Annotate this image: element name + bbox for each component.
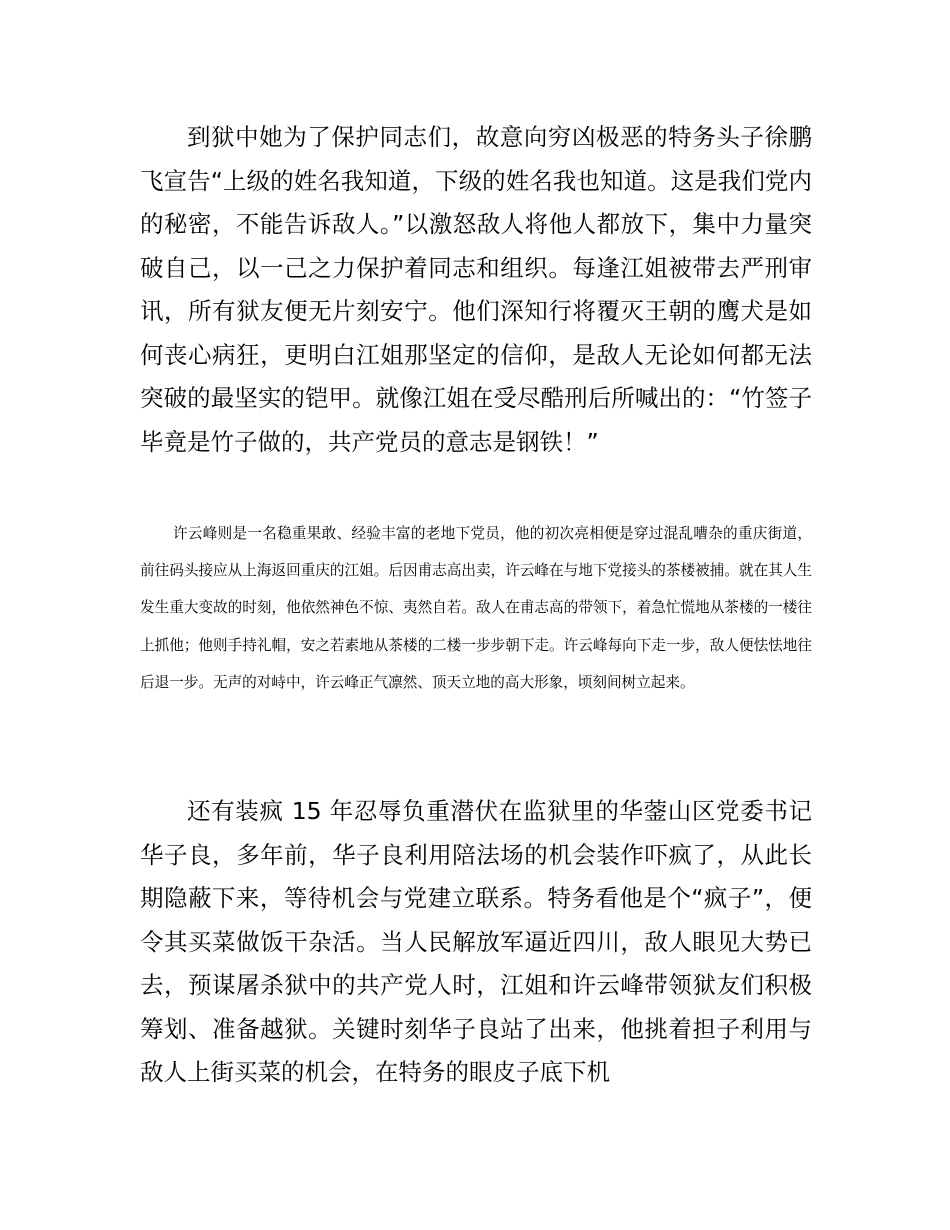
paragraph-jiang-jie: 到狱中她为了保护同志们，故意向穷凶极恶的特务头子徐鹏飞宣告“上级的姓名我知道，下级的姓名我也知道。这是我们党内的秘密，不能告诉敌人。”以激怒敌人将他人都放下，集中力量突破自己，以一己之力保护着同志和组织。每逢江姐被带去严刑审讯，所有狱友便无片刻安宁。他们深知行将覆灭王朝的鹰犬是如何丧心病狂，更明白江姐那坚定的信仰，是敌人无论如何都无法突破的最坚实的铠甲。就像江姐在受尽酷刑后所喊出的：“竹签子毕竟是竹子做的，共产党员的意志是钢铁！” xyxy=(140,123,812,456)
paragraph-hua-ziliang: 还有装疯 15 年忍辱负重潜伏在监狱里的华蓥山区党委书记华子良，多年前，华子良利用陪法场的机会装作吓疯了，从此长期隐蔽下来，等待机会与党建立联系。特务看他是个“疯子”，便令其买菜做饭干杂活。当人民解放军逼近四川，敌人眼见大势已去，预谋屠杀狱中的共产党人时，江姐和许云峰带领狱友们积极筹划、准备越狱。关键时刻华子良站了出来，他挑着担子利用与敌人上街买菜的机会，在特务的眼皮子底下机 xyxy=(140,797,812,1086)
paragraph-xu-yunfeng: 许云峰则是一名稳重果敢、经验丰富的老地下党员，他的初次亮相便是穿过混乱嘈杂的重庆街道，前往码头接应从上海返回重庆的江姐。后因甫志高出卖，许云峰在与地下党接头的茶楼被捕。就在其人生发生重大变故的时刻，他依然神色不惊、夷然自若。敌人在甫志高的带领下，着急忙慌地从茶楼的一楼往上抓他；他则手持礼帽，安之若素地从茶楼的二楼一步步朝下走。许云峰每向下走一步，敌人便怯怯地往后退一步。无声的对峙中，许云峰正气凛然、顶天立地的高大形象，顷刻间树立起来。 xyxy=(140,525,812,691)
